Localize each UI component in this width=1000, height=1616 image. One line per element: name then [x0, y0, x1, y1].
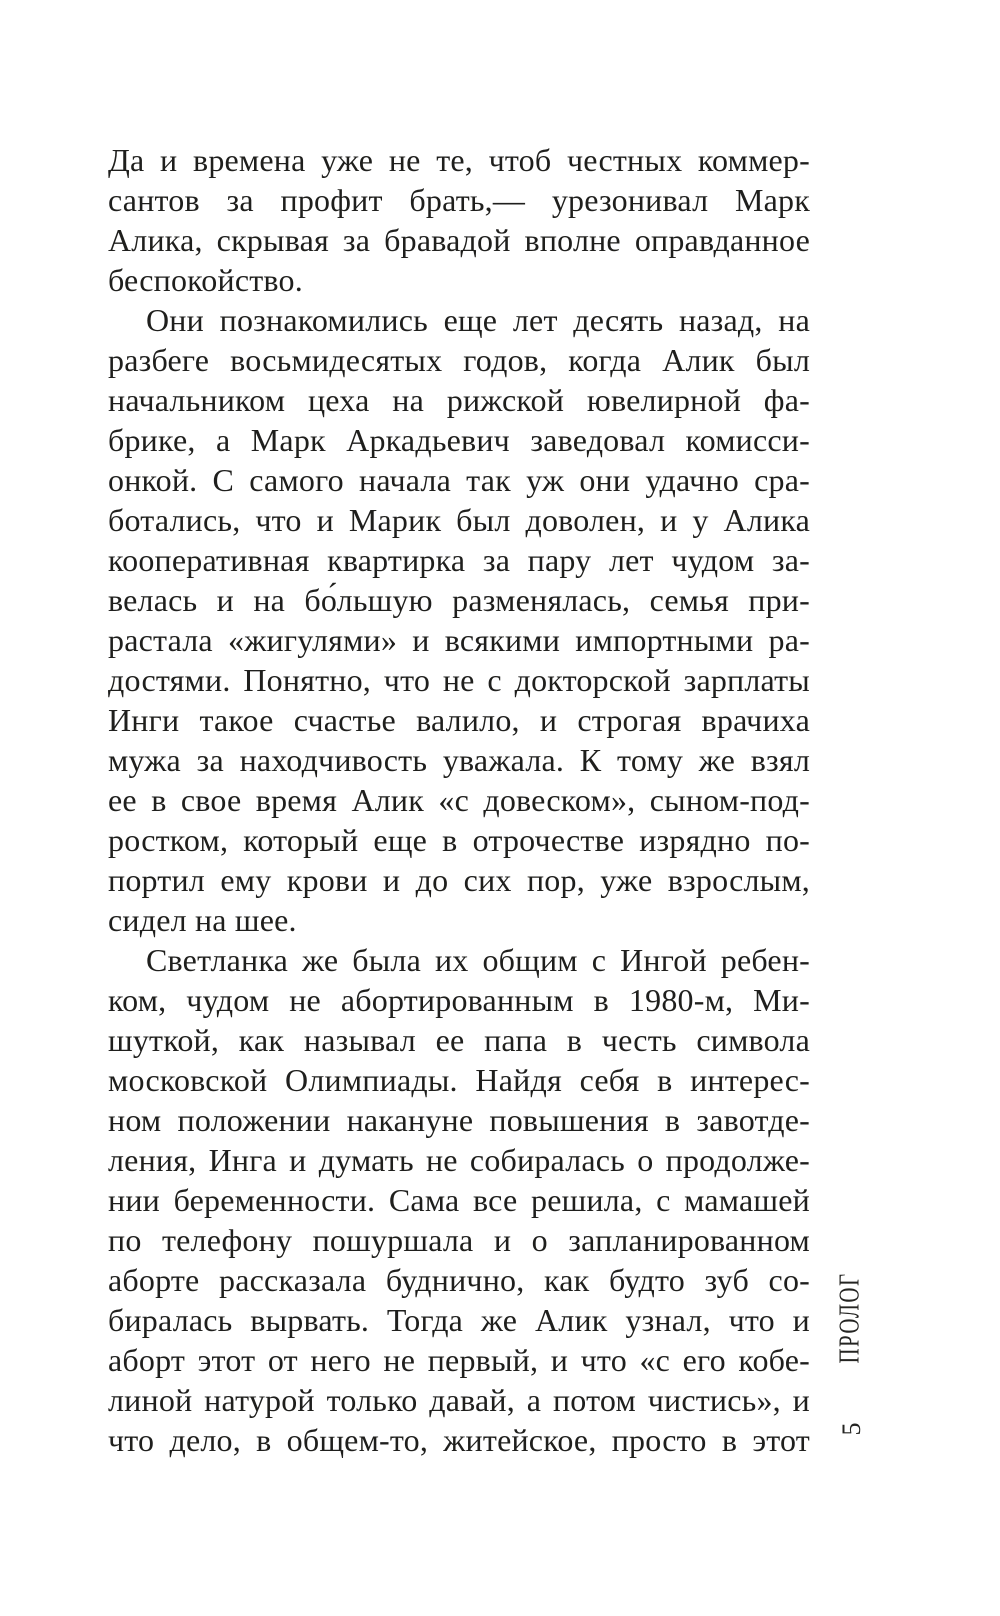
text-line: биралась вырвать. Тогда же Алик узнал, что и	[108, 1302, 810, 1338]
text-line: разбеге восьмидесятых годов, когда Алик был	[108, 342, 810, 378]
text-line: ления, Инга и думать не собиралась о продолже-	[108, 1142, 810, 1178]
page-number: 5	[837, 1422, 866, 1436]
text-line: Они познакомились еще лет десять назад, на	[146, 302, 810, 338]
text-line: растала «жигулями» и всякими импортными ра-	[108, 622, 810, 658]
paragraph	[108, 940, 810, 1460]
text-line: ком, чудом не абортированным в 1980-м, Ми-	[108, 982, 810, 1018]
text-line: линой натурой только давай, а потом чистись», и	[108, 1382, 810, 1418]
page-text	[108, 140, 810, 1460]
text-line: Алика, скрывая за бравадой вполне оправданное	[108, 222, 810, 258]
text-line: велась и на бо́льшую разменялась, семья при-	[108, 582, 810, 618]
margin-chapter-label: ПРОЛОГ	[833, 1272, 866, 1364]
text-line: нии беременности. Сама все решила, с мамашей	[108, 1182, 810, 1218]
text-line: портил ему крови и до сих пор, уже взрослым,	[108, 862, 810, 898]
text-line: брике, а Марк Аркадьевич заведовал комисси-	[108, 422, 810, 458]
text-line: московской Олимпиады. Найдя себя в интерес-	[108, 1062, 810, 1098]
text-line: ном положении накануне повышения в завотде-	[108, 1102, 810, 1138]
text-line: ростком, который еще в отрочестве изрядно по-	[108, 822, 810, 858]
text-line: ее в свое время Алик «с довеском», сыном-под-	[108, 782, 810, 818]
text-line: начальником цеха на рижской ювелирной фа-	[108, 382, 810, 418]
text-line: мужа за находчивость уважала. К тому же взял	[108, 742, 810, 778]
paragraph	[108, 300, 810, 940]
text-line: аборте рассказала буднично, как будто зуб со-	[108, 1262, 810, 1298]
text-line: что дело, в общем-то, житейское, просто в этот	[108, 1422, 810, 1458]
text-line: кооперативная квартирка за пару лет чудом за-	[108, 542, 810, 578]
text-line: сидел на шее.	[108, 902, 297, 938]
text-line: по телефону пошуршала и о запланированном	[108, 1222, 810, 1258]
text-line: Инги такое счастье валило, и строгая врачиха	[108, 702, 810, 738]
text-line: достями. Понятно, что не с докторской зарплаты	[108, 662, 810, 698]
text-line: ботались, что и Марик был доволен, и у Алика	[108, 502, 810, 538]
text-line: шуткой, как называл ее папа в честь символа	[108, 1022, 810, 1058]
text-line: беспокойство.	[108, 262, 303, 298]
text-line: Да и времена уже не те, чтоб честных коммер-	[108, 142, 810, 178]
paragraph	[108, 140, 810, 300]
text-line: сантов за профит брать,— урезонивал Марк	[108, 182, 810, 218]
text-line: онкой. С самого начала так уж они удачно сра-	[108, 462, 810, 498]
text-line: аборт этот от него не первый, и что «с его кобе-	[108, 1342, 810, 1378]
text-line: Светланка же была их общим с Ингой ребен-	[146, 942, 810, 978]
